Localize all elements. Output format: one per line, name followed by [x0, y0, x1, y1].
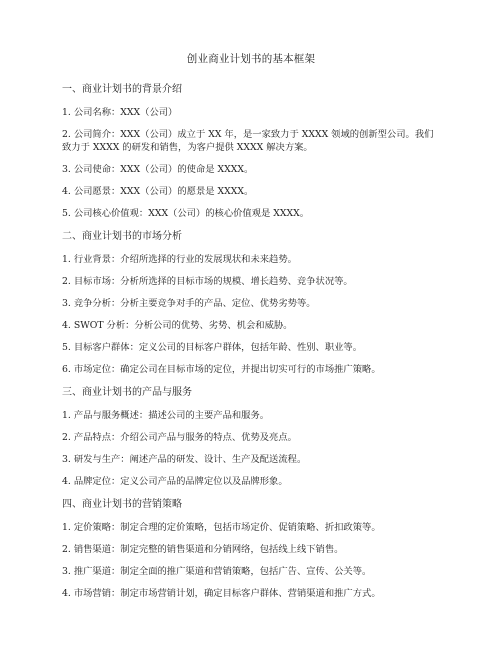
list-item: 6. 市场定位：确定公司在目标市场的定位，并提出切实可行的市场推广策略。	[62, 364, 381, 375]
list-item: 2. 目标市场：分析所选择的目标市场的规模、增长趋势、竞争状况等。	[62, 276, 353, 287]
list-item: 3. 推广渠道：制定全面的推广渠道和营销策略，包括广告、宣传、公关等。	[62, 566, 372, 577]
document-body	[62, 83, 442, 609]
list-item: 5. 目标客户群体：定义公司的目标客户群体，包括年龄、性别、职业等。	[62, 342, 363, 353]
list-item: 3. 研发与生产：阐述产品的研发、设计、生产及配送流程。	[62, 454, 307, 465]
section-heading: 三、商业计划书的产品与服务	[62, 387, 192, 398]
section-market-analysis	[62, 230, 442, 376]
list-item: 4. 市场营销：制定市场营销计划，确定目标客户群体、营销渠道和推广方式。	[62, 588, 381, 599]
list-item: 3. 竞争分析：分析主要竞争对手的产品、定位、优势劣势等。	[62, 298, 316, 309]
list-item: 2. 销售渠道：制定完整的销售渠道和分销网络，包括线上线下销售。	[62, 544, 344, 555]
list-item: 1. 行业背景：介绍所选择的行业的发展现状和未来趋势。	[62, 254, 297, 265]
document-title: 创业商业计划书的基本框架	[186, 53, 316, 65]
section-heading: 一、商业计划书的背景介绍	[62, 84, 182, 95]
list-item: 4. 品牌定位：定义公司产品的品牌定位以及品牌形象。	[62, 476, 288, 487]
section-products-services	[62, 386, 442, 488]
list-item: 1. 定价策略：制定合理的定价策略，包括市场定价、促销策略、折扣政策等。	[62, 522, 381, 533]
list-item: 1. 公司名称：XXX（公司）	[62, 107, 178, 118]
list-item: 2. 公司简介：XXX（公司）成立于 XX 年，是一家致力于 XXXX 领域的创新型公司。我们致力于 XXXX 的研发和销售，为客户提供 XXXX 解决方案。	[62, 129, 434, 153]
section-heading: 四、商业计划书的营销策略	[62, 499, 182, 510]
list-item: 3. 公司使命：XXX（公司）的使命是 XXXX。	[62, 164, 254, 175]
list-item: 2. 产品特点：介绍公司产品与服务的特点、优势及亮点。	[62, 432, 297, 443]
list-item: 5. 公司核心价值观：XXX（公司）的核心价值观是 XXXX。	[62, 208, 310, 219]
section-marketing-strategy	[62, 498, 442, 600]
section-heading: 二、商业计划书的市场分析	[62, 231, 182, 242]
section-background	[62, 83, 442, 220]
list-item: 4. 公司愿景：XXX（公司）的愿景是 XXXX。	[62, 186, 254, 197]
list-item: 4. SWOT 分析：分析公司的优势、劣势、机会和威胁。	[62, 320, 293, 331]
list-item: 1. 产品与服务概述：描述公司的主要产品和服务。	[62, 410, 270, 421]
